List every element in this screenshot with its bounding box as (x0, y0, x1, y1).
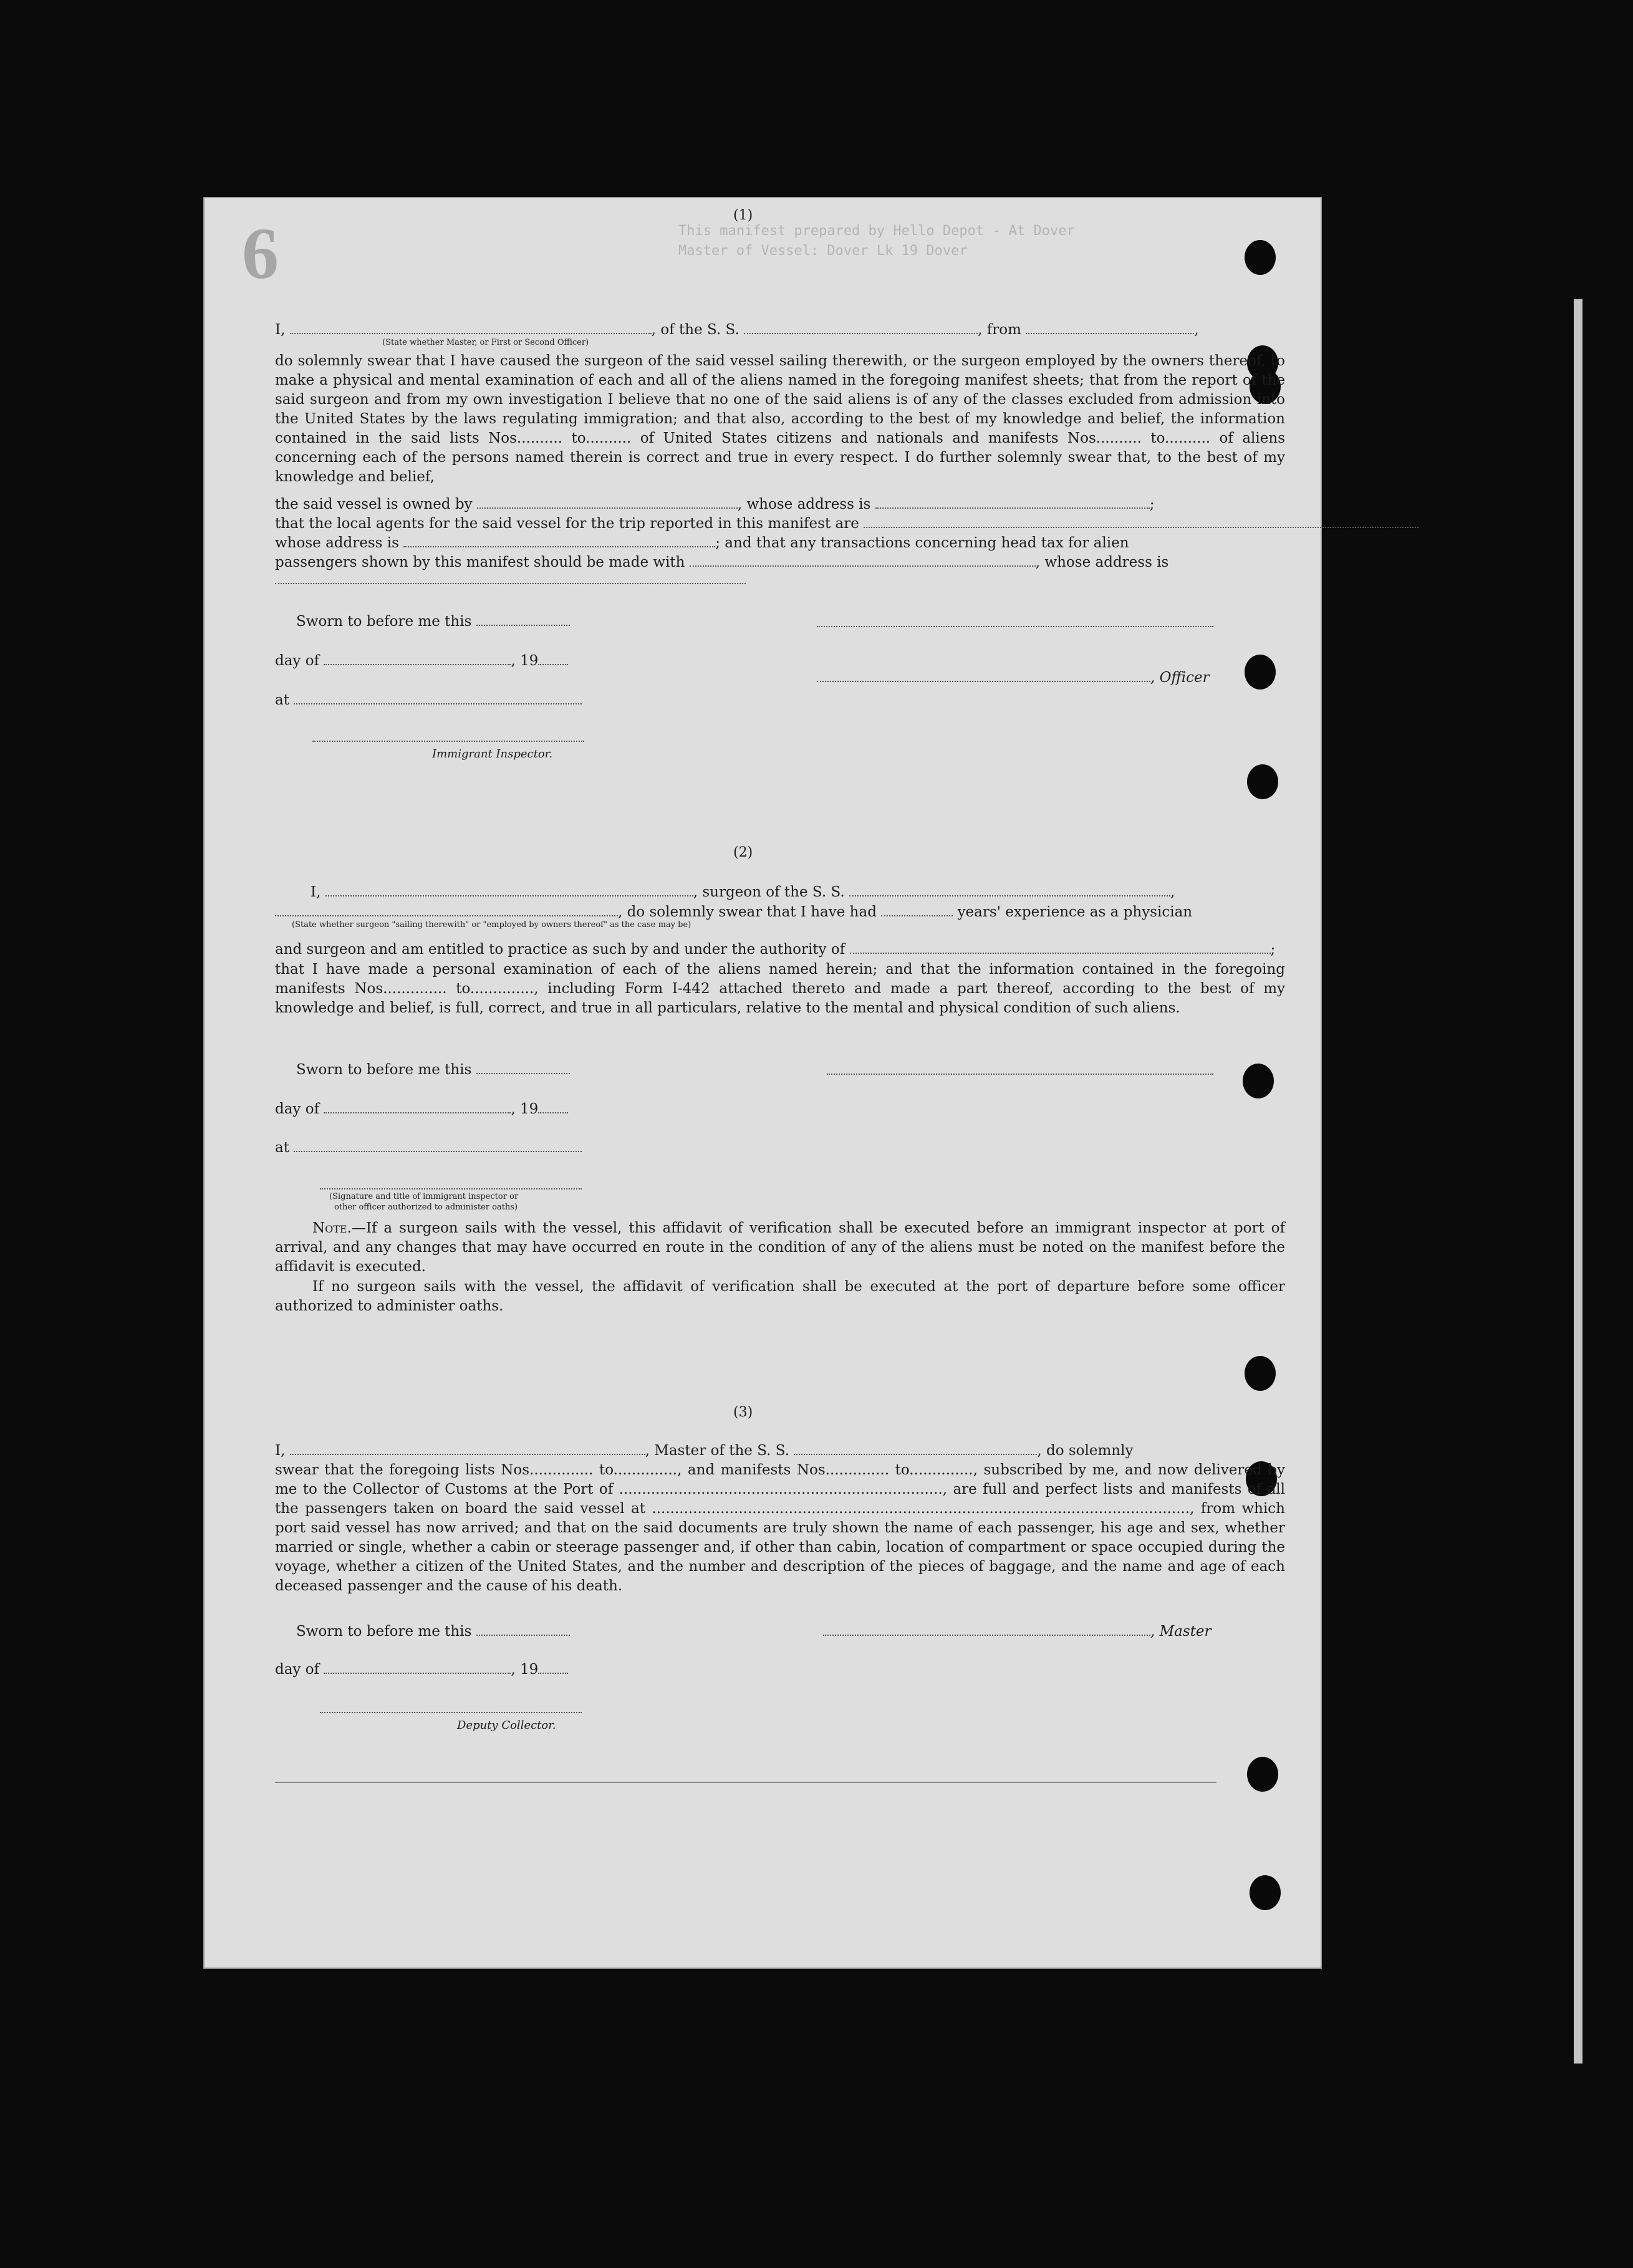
inspector-line (312, 741, 584, 742)
text: Sworn to before me this (296, 613, 472, 630)
day-of-label (275, 651, 568, 671)
section2-line1 (275, 883, 1285, 902)
master-signature (823, 1622, 1212, 1641)
section3-oath-body: swear that the foregoing lists Nos.............. to.............., and manifests Nos.............. to.............., subscribed by me, and now delivered by me to the Collector of Customs at the Port of ......................................................................., are full and perfect lists and manifests of all the passengers taken on board the said vessel at ......................................................................................................................, from which port said vessel has now arrived; and that on the said documents are truly shown the name of each passenger, his age and sex, whether married or single, whether a cabin or steerage passenger and, if other than cabin, location of compartment or space occupied during the voyage, whether a citizen of the United States, and the number and description of the pieces of baggage, and the name and age of each deceased passenger and the cause of his death. (275, 1462, 1285, 1594)
signature-caption: (Signature and title of immigrant inspector or (329, 1192, 519, 1201)
at-label (275, 1138, 582, 1158)
section3-line1 (275, 1441, 1285, 1461)
section1-address (275, 534, 1285, 553)
section-number: (3) (733, 1405, 753, 1420)
day-of-label (275, 1100, 568, 1119)
text: , from (978, 322, 1021, 338)
text: , (1170, 884, 1175, 900)
inspector-caption: Immigrant Inspector. (432, 747, 553, 761)
ghost-header-line: Master of Vessel: Dover Lk 19 Dover (678, 243, 968, 259)
text: , Master (1150, 1623, 1212, 1640)
text: ; (1270, 941, 1276, 958)
section2-note2: If no surgeon sails with the vessel, the affidavit of verification shall be executed at the port of departure before some officer authorized to administer oaths. (275, 1279, 1285, 1314)
text: , 19 (511, 1101, 539, 1117)
collector-line (320, 1712, 582, 1713)
text: , (1194, 322, 1199, 338)
text: day of (275, 1101, 320, 1117)
text: , of the S. S. (651, 322, 739, 338)
bottom-rule (275, 1782, 1216, 1783)
text: whose address is (275, 535, 399, 551)
sworn-label (296, 1622, 570, 1641)
text: , 19 (511, 1661, 539, 1678)
officer-signature (817, 668, 1210, 688)
signature-line (817, 626, 1213, 627)
section1-agents (275, 514, 1285, 534)
address-line (275, 583, 746, 584)
text: at (275, 1140, 289, 1156)
text: , do solemnly swear that I have had (618, 904, 877, 920)
section-number: (1) (733, 208, 753, 223)
text: that the local agents for the said vessel for the trip reported in this manifest are (275, 516, 859, 532)
signature-caption: other officer authorized to administer oaths) (334, 1203, 518, 1212)
manifest-back-page (205, 198, 1321, 1968)
sworn-label (296, 612, 570, 632)
text: Sworn to before me this (296, 1623, 472, 1640)
text: passengers shown by this manifest should be made with (275, 554, 685, 570)
section2-oath-body: that I have made a personal examination of each of the aliens named herein; and that the information contained in the foregoing manifests Nos.............. to.............., including Form I-442 attached thereto and made a part thereof, according to the best of my knowledge and belief, is full, correct, and true in all particulars, relative to the mental and physical condition of such aliens. (275, 961, 1285, 1016)
section2-authority (275, 940, 1285, 959)
bleed-through-stamp: 6 (242, 213, 279, 294)
adjacent-page-edge (1574, 299, 1582, 2064)
text: Sworn to before me this (296, 1062, 472, 1078)
text: at (275, 692, 289, 708)
text: ; (1149, 496, 1155, 512)
text: ; and that any transactions concerning head tax for alien (715, 535, 1129, 551)
text: day of (275, 1661, 320, 1678)
text: and surgeon and am entitled to practice as such by and under the authority of (275, 941, 845, 958)
section1-oath-body: do solemnly swear that I have caused the surgeon of the said vessel sailing therewith, or the surgeon employed by the owners thereof, to make a physical and mental examination of each and all of the aliens named in the foregoing manifest sheets; that from the report of the said surgeon and from my own investigation I believe that no one of the said aliens is of any of the classes excluded from admission into the United States by the laws regulating immigration; and that also, according to the best of my knowledge and belief, the information contained in the said lists Nos.......... to.......... of United States citizens and nationals and manifests Nos.......... to.......... of aliens concerning each of the persons named therein is correct and true in every respect. I do further solemnly swear that, to the best of my knowledge and belief, (275, 353, 1285, 485)
text: day of (275, 653, 320, 669)
text: , do solemnly (1037, 1443, 1134, 1459)
text: , whose address is (737, 496, 871, 512)
signature-line (827, 1074, 1213, 1075)
text: , surgeon of the S. S. (693, 884, 845, 900)
text: I, (275, 1443, 286, 1459)
text: years' experience as a physician (957, 904, 1193, 920)
text: Note. (312, 1220, 352, 1236)
section1-owned-by (275, 495, 1285, 514)
text: —If a surgeon sails with the vessel, this affidavit of verification shall be executed before an immigrant inspector at port of arrival, and any changes that may have occurred en route in the condition of any of the aliens must be noted on the manifest before the affidavit is executed. (275, 1220, 1285, 1275)
text: , Master of the S. S. (645, 1443, 790, 1459)
section-number: (2) (733, 845, 753, 860)
section2-note (275, 1219, 1285, 1277)
day-of-label (275, 1660, 568, 1679)
sworn-label (296, 1060, 570, 1080)
text: , whose address is (1035, 554, 1169, 570)
text: I, (275, 322, 286, 338)
text: , 19 (511, 653, 539, 669)
text: the said vessel is owned by (275, 496, 473, 512)
at-label (275, 691, 582, 710)
text: , Officer (1150, 670, 1210, 686)
inspector-line (320, 1188, 582, 1189)
field-hint: (State whether Master, or First or Second Officer) (382, 338, 589, 347)
section1-line1 (275, 320, 1285, 340)
text: I, (311, 884, 321, 900)
ghost-header-line: This manifest prepared by Hello Depot - At Dover (678, 223, 1075, 239)
collector-caption: Deputy Collector. (457, 1719, 556, 1732)
section1-head-tax (275, 553, 1285, 572)
field-hint: (State whether surgeon "sailing therewith" or "employed by owners thereof" as the case may be) (292, 920, 691, 930)
section2-line2 (275, 903, 1285, 922)
